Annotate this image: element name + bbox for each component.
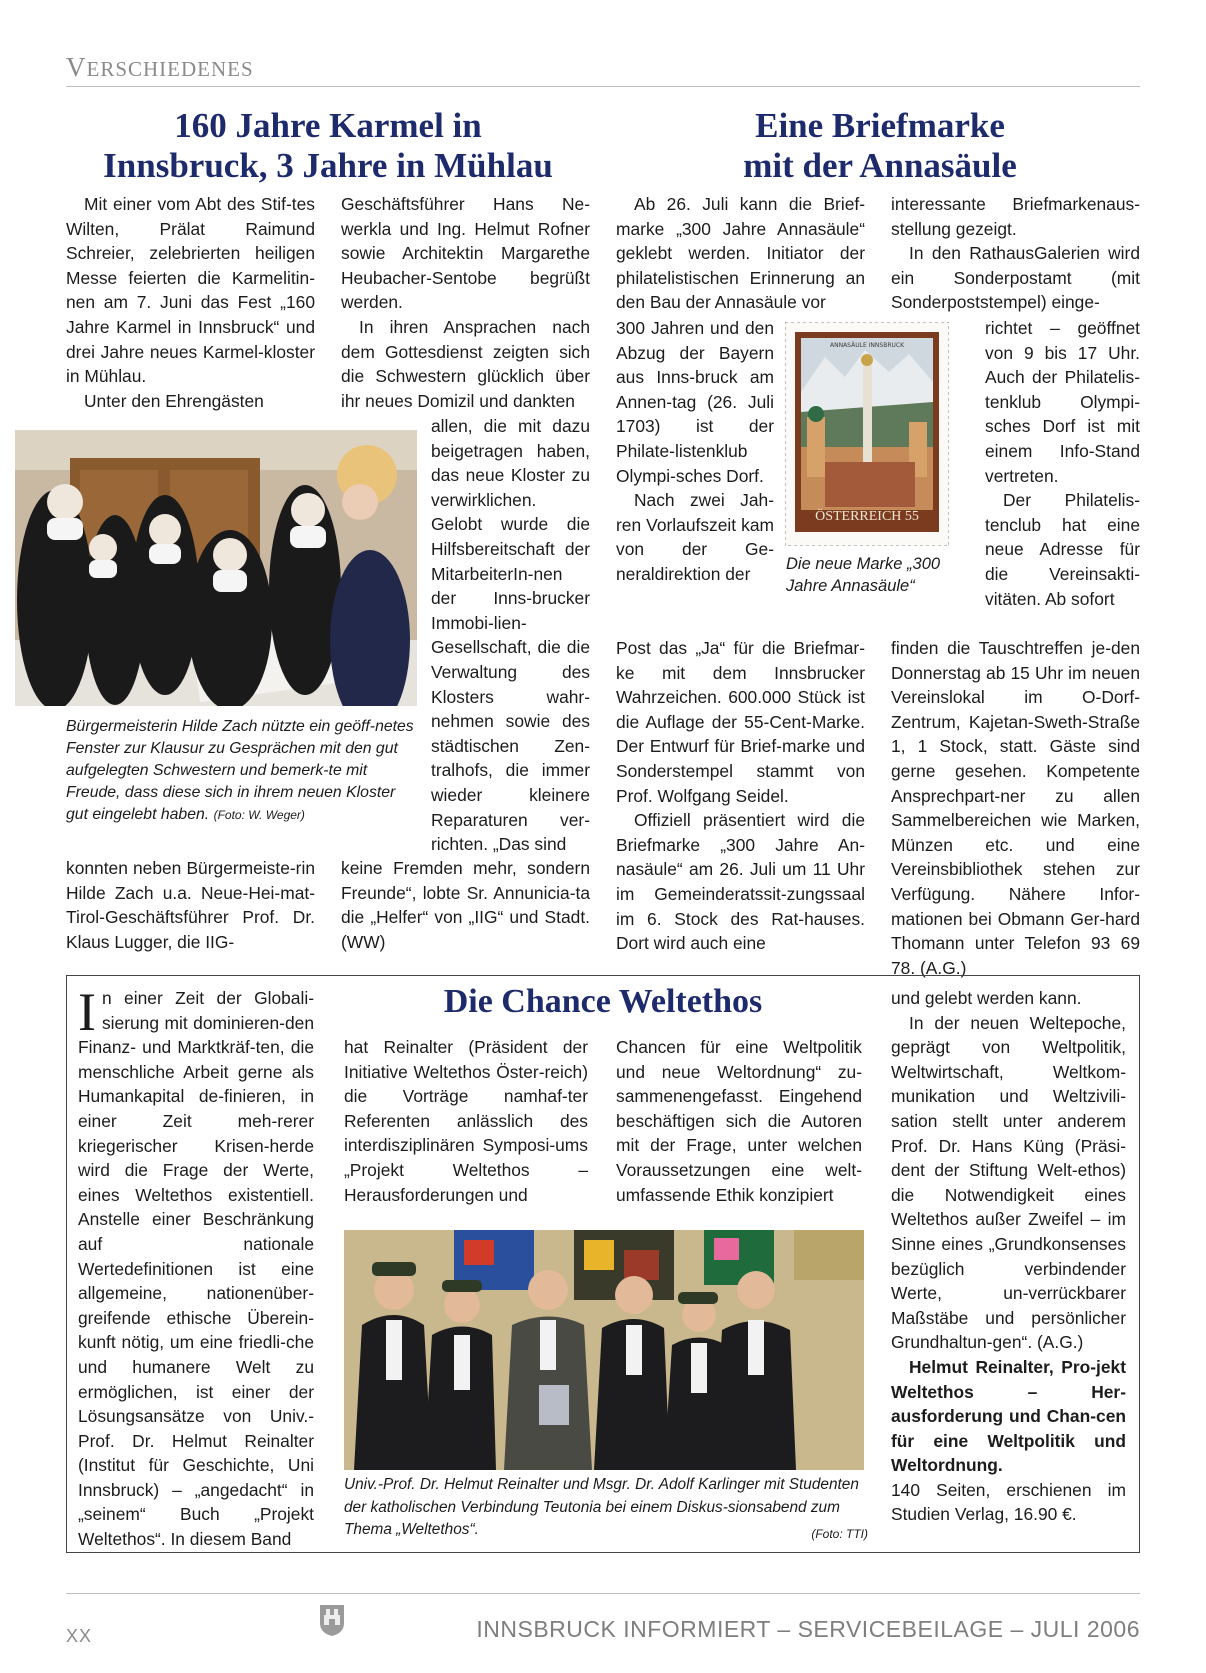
article1-paragraph: In ihren Ansprachen nach dem Gottesdienst zeigten sich die Schwestern glücklich über ihr neues Domizil und dankten	[341, 316, 590, 411]
book-title: Helmut Reinalter, Pro-jekt Weltethos – Her-ausforderung und Chan-cen für eine Weltpolitik und Weltordnung.	[891, 1356, 1126, 1476]
article1-paragraph: keine Fremden mehr, sondern Freunde“, lobte Sr. Annunicia-ta die „Helfer“ von „IIG“ und Stadt. (WW)	[341, 858, 590, 952]
article1-column1-bottom	[66, 856, 315, 954]
article1-paragraph: konnten neben Bürgermeiste-rin Hilde Zach u.a. Neue-Hei-mat-Tirol-Geschäftsführer Prof. Dr. Klaus Lugger, die IIG-	[66, 858, 315, 952]
article3-paragraph: In einer Zeit der Globali-sierung mit dominieren-den Finanz- und Marktkräf-ten, die menschliche Arbeit gerne als Humankapital de-finieren, in einer Zeit meh-rerer kriegerischer Krisen-herde wird die Frage der Werte, eines Weltethos existentiell. Anstelle einer Beschränkung auf nationale Wertedefinitionen ist eine allgemeine, nationenüber-greifende ethische Überein-kunft nötig, um eine friedli-che und humanere Welt zu ermöglichen, ist einer der Lösungsansätze von Univ.-Prof. Dr. Helmut Reinalter (Institut für Geschichte, Uni Innsbruck) – „angedacht“ in „seinem“ Buch „Projekt Weltethos“. In diesem Band	[78, 982, 314, 1550]
header-rule	[66, 86, 1140, 87]
stamp-svg	[785, 322, 949, 546]
section-label: VERSCHIEDENES	[66, 52, 254, 82]
nuns-photo-image	[15, 430, 417, 706]
article3-headline: Die Chance Weltethos	[443, 983, 763, 1020]
article2-paragraph: Post das „Ja“ für die Briefmar-ke mit dem Innsbrucker Wahrzeichen. 600.000 Stück ist die Auflage der 55-Cent-Marke. Der Entwurf für Brief-marke und Sonderstempel stammt von Prof. Wolfgang Seidel.	[616, 638, 865, 806]
article3-paragraph: und gelebt werden kann.	[891, 988, 1082, 1008]
article3-paragraph: In der neuen Weltepoche, geprägt von Weltpolitik, Weltwirtschaft, Weltkom-munikation und Weltzivili-sation stellt unter anderem Prof. Dr. Hans Küng (Präsi-dent der Stiftung Welt-ethos) die Notwendigkeit eines Weltethos außer Zweifel – im Sinne eines „Grundkonsenses bezüglich verbindender Werte, un-verrückbarer Maßstäbe und persönlicher Grundhaltun-gen“. (A.G.)	[891, 1012, 1126, 1353]
article1-column2-narrow	[431, 414, 590, 857]
article2-column4-narrow	[985, 316, 1140, 611]
article1-paragraph: allen, die mit dazu beigetragen haben, das neue Kloster zu verwirklichen. Gelobt wurde die Hilfsbereitschaft der MitarbeiterIn-nen der Inns-brucker Immobi-lien-Gesellschaft, die die Verwaltung des Klosters wahr-nehmen sowie des städtischen Zen-tralhofs, die immer wieder kleinere Reparaturen ver-richten. „Das sind	[431, 416, 590, 855]
article2-paragraph: Der Philatelis-tenclub hat eine neue Adresse für die Vereinsakti-vitäten. Ab sofort	[985, 490, 1140, 609]
stamp-image	[785, 322, 949, 546]
article1-column2-top	[341, 192, 590, 413]
city-crest-icon	[318, 1603, 346, 1642]
group-photo	[344, 1230, 864, 1470]
city-crest-svg	[318, 1603, 346, 1637]
group-photo-caption: Univ.-Prof. Dr. Helmut Reinalter und Msgr. Dr. Adolf Karlinger mit Studenten der katholischen Verbindung Teutonia bei einem Diskus-sionsabend zum Thema „Weltethos“. (Foto: TTI)	[344, 1474, 868, 1546]
article2-paragraph: Nach zwei Jah-ren Vorlaufszeit kam von der Ge-neraldirektion der	[616, 490, 774, 584]
article2-paragraph: interessante Briefmarkenaus-stellung gezeigt.	[891, 194, 1140, 239]
article2-column3-narrow	[616, 316, 774, 587]
stamp-caption: Die neue Marke „300 Jahre Annasäule“	[786, 555, 941, 595]
article1-paragraph: Unter den Ehrengästen	[84, 390, 264, 411]
footer-rule	[66, 1593, 1140, 1594]
article1-column2-bottom	[341, 856, 590, 954]
group-photo-credit: (Foto: TTI)	[811, 1527, 868, 1541]
article1-column1	[66, 192, 315, 413]
nuns-photo-credit: (Foto: W. Weger)	[213, 808, 305, 822]
page-number: XX	[66, 1626, 93, 1646]
article2-paragraph: Ab 26. Juli kann die Brief-marke „300 Jahre Annasäule“ geklebt werden. Initiator der philatelistischen Erinnerung an den Bau der Annasäule vor	[616, 194, 865, 313]
article2-paragraph: 300 Jahren und den Abzug der Bayern aus Inns-bruck am Annen-tag (26. Juli 1703) ist der Philate-listenklub Olympi-sches Dorf.	[616, 318, 774, 486]
publication-footer: INNSBRUCK INFORMIERT – SERVICEBEILAGE – JULI 2006	[476, 1616, 1140, 1642]
article1-paragraph: Mit einer vom Abt des Stif-tes Wilten, Prälat Raimund Schreier, zelebrierten heiligen Messe feierten die Karmelitin-nen am 7. Juni das Fest „160 Jahre Karmel in Innsbruck“ und drei Jahre neues Karmel-kloster in Mühlau.	[66, 194, 315, 387]
article3-column2	[344, 1035, 588, 1207]
article2-column4-bottom	[891, 636, 1140, 980]
article2-paragraph: In den RathausGalerien wird ein Sonderpostamt (mit Sonderpoststempel) einge-	[891, 243, 1140, 313]
group-photo-image	[344, 1230, 864, 1470]
article3-paragraph: Chancen für eine Weltpolitik und neue Weltordnung“ zu-sammenengefasst. Eingehend beschäftigen sich die Autoren mit der Frage, unter welchen Voraussetzungen eine welt-umfassende Ethik konzipiert	[616, 1037, 862, 1205]
article1-paragraph: Geschäftsführer Hans Ne-werkla und Ing. Helmut Rofner sowie Architektin Margarethe Heubacher-Sentobe begrüßt werden.	[341, 194, 590, 313]
article1-headline: 160 Jahre Karmel in Innsbruck, 3 Jahre in Mühlau	[103, 106, 553, 185]
nuns-photo-caption: Bürgermeisterin Hilde Zach nützte ein geöff-netes Fenster zur Klausur zu Gesprächen mit den gut aufgelegten Schwestern und bemerk-te mit Freude, dass diese sich in ihrem neuen Kloster gut eingelebt haben. (Foto: W. Weger)	[66, 718, 414, 823]
article2-column3-top	[616, 192, 865, 315]
stamp-top-text: ANNASÄULE INNSBRUCK	[830, 342, 904, 349]
article3-column4	[891, 986, 1126, 1527]
article2-paragraph: finden die Tauschtreffen je-den Donnerstag ab 15 Uhr im neuen Vereinslokal im O-Dorf-Zentrum, Kajetan-Sweth-Straße 1, 1 Stock, statt. Gäste sind gerne gesehen. Kompetente Ansprechpart-ner zu allen Sammelbereichen wie Marken, Münzen etc. und eine Vereinsbibliothek stehen zur Verfügung. Nähere Infor-mationen bei Obmann Ger-hard Thomann unter Telefon 93 69 78. (A.G.)	[891, 638, 1140, 978]
article3-column3	[616, 1035, 862, 1207]
article3-column1	[78, 982, 314, 1552]
stamp-country-text: ÖSTERREICH 55	[815, 509, 919, 524]
drop-cap: I	[78, 982, 96, 1042]
article2-headline: Eine Briefmarke mit der Annasäule	[743, 106, 1017, 185]
book-info: 140 Seiten, erschienen im Studien Verlag, 16.90 €.	[891, 1479, 1126, 1525]
nuns-photo	[15, 430, 417, 706]
article2-paragraph: Offiziell präsentiert wird die Briefmarke „300 Jahre An-nasäule“ am 26. Juli um 11 Uhr im Gemeinderatssit-zungssaal im 6. Stock des Rat-hauses. Dort wird auch eine	[616, 810, 865, 954]
article2-column3-bottom	[616, 636, 865, 956]
article3-paragraph: hat Reinalter (Präsident der Initiative Weltethos Öster-reich) die Vorträge namhaf-ter Referenten anlässlich des interdisziplinären Symposi-ums „Projekt Weltethos – Herausforderungen und	[344, 1037, 588, 1205]
article2-paragraph: richtet – geöffnet von 9 bis 17 Uhr. Auch der Philatelis-tenklub Olympi-sches Dorf ist mit einem Info-Stand vertreten.	[985, 318, 1140, 486]
article2-column4-top	[891, 192, 1140, 315]
